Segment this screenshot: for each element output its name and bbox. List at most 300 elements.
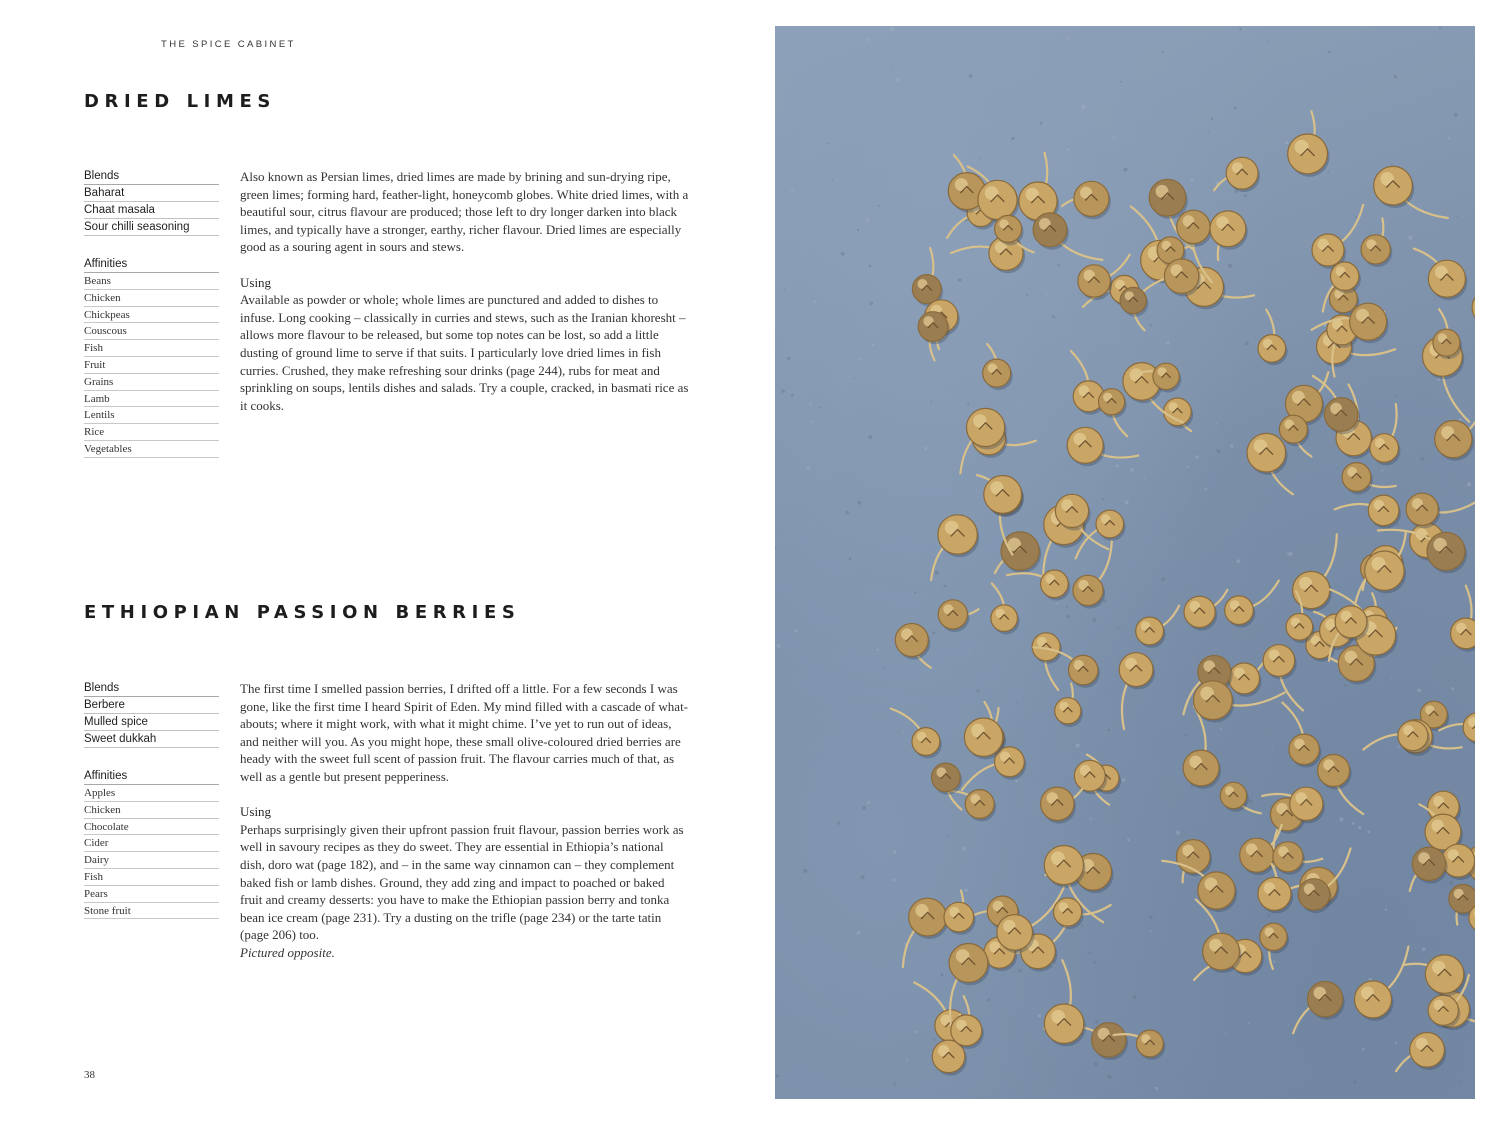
slate-speckle	[1460, 31, 1462, 33]
berry-highlight	[1051, 1010, 1065, 1024]
berry-highlight	[1416, 1038, 1428, 1050]
berry	[1074, 760, 1105, 791]
berry-highlight	[1375, 438, 1385, 448]
slate-speckle	[1328, 172, 1330, 174]
slate-speckle	[858, 358, 861, 361]
slate-speckle	[1391, 164, 1393, 166]
slate-speckle	[790, 190, 793, 193]
berry	[895, 624, 928, 657]
berry-highlight	[1295, 140, 1309, 154]
slate-speckle	[1344, 684, 1347, 687]
berry	[1229, 663, 1260, 694]
berry-highlight	[956, 1020, 967, 1031]
slate-speckle	[1328, 51, 1331, 54]
slate-speckle	[1385, 908, 1387, 910]
berry	[1099, 389, 1125, 415]
slate-speckle	[861, 875, 865, 879]
slate-speckle	[857, 229, 859, 231]
slate-speckle	[1204, 488, 1207, 491]
slate-speckle	[1127, 838, 1130, 841]
slate-speckle	[890, 27, 894, 31]
slate-speckle	[870, 302, 873, 305]
berry	[978, 180, 1017, 219]
slate-speckle	[1040, 122, 1043, 125]
berry-highlight	[1263, 339, 1273, 349]
slate-speckle	[1132, 995, 1136, 999]
slate-speckle	[962, 847, 966, 851]
berry	[1033, 213, 1067, 247]
slate-speckle	[1230, 444, 1234, 448]
berry-highlight	[1125, 291, 1134, 300]
berry-highlight	[989, 942, 1000, 953]
slate-speckle	[1451, 687, 1454, 690]
berry-highlight	[1080, 765, 1091, 776]
slate-speckle	[1155, 1087, 1158, 1090]
slate-speckle	[1057, 264, 1059, 266]
berry-highlight	[1438, 333, 1447, 342]
using-paragraph: Available as powder or whole; whole limes are punctured and added to dishes to infuse. Long cooking – classically in curries and stews, such as the Iranian khoresht – allows more flavour to be released, but some top notes can be lost, so add a little dusting of ground lime to serve if that suits. I particularly love dried limes in fish curries. Crushed, they make refreshing sour drinks (page 244), rubs for meat and sprinkling on soups, lentils dishes and salads. Try a couple, cracked, in basmati rice as it cooks.	[240, 292, 689, 413]
slate-speckle	[1107, 1075, 1111, 1079]
slate-speckle	[1287, 553, 1289, 555]
slate-speckle	[1090, 818, 1092, 820]
slate-speckle	[1272, 748, 1273, 749]
slate-speckle	[1245, 342, 1249, 346]
slate-speckle	[1211, 118, 1213, 120]
affinity-item: Rice	[84, 424, 219, 441]
berry-highlight	[1372, 557, 1386, 571]
slate-speckle	[1381, 469, 1383, 471]
blend-item: Mulled spice	[84, 714, 219, 731]
slate-speckle	[943, 585, 946, 588]
slate-speckle	[1149, 916, 1153, 920]
berry	[932, 763, 961, 792]
affinity-item: Fish	[84, 869, 219, 886]
slate-speckle	[819, 407, 821, 409]
berry-highlight	[1278, 846, 1289, 857]
berry-highlight	[1000, 751, 1010, 761]
slate-speckle	[1394, 75, 1397, 78]
berry-highlight	[1204, 660, 1216, 672]
berry	[1074, 181, 1109, 216]
berry-highlight	[1374, 500, 1385, 511]
slate-speckle	[969, 74, 973, 78]
slate-speckle	[1409, 885, 1410, 886]
berry	[1225, 596, 1254, 625]
slate-speckle	[1046, 293, 1048, 295]
berry	[1370, 434, 1399, 463]
slate-speckle	[1176, 831, 1180, 835]
berry-highlight	[1130, 368, 1143, 381]
berry-highlight	[1162, 241, 1171, 250]
berry-highlight	[1432, 961, 1445, 974]
berry-highlight	[1265, 927, 1275, 937]
slate-speckle	[893, 851, 897, 855]
slate-speckle	[1236, 559, 1240, 563]
slate-speckle	[1447, 137, 1450, 140]
slate-speckle	[1052, 315, 1055, 318]
berry-highlight	[1448, 849, 1459, 860]
berry	[1335, 606, 1367, 638]
slate-speckle	[878, 205, 880, 207]
berry	[1412, 847, 1445, 880]
slate-speckle	[777, 644, 781, 648]
berry	[1260, 923, 1287, 950]
slate-speckle	[1339, 817, 1343, 821]
berry-highlight	[918, 279, 928, 289]
berry	[1286, 614, 1313, 641]
slate-speckle	[846, 511, 850, 515]
slate-speckle	[1092, 618, 1096, 622]
slate-speckle	[883, 667, 885, 669]
berry-highlight	[1045, 574, 1055, 584]
berry	[1119, 653, 1153, 687]
sidebar-dried-limes	[84, 168, 219, 458]
slate-speckle	[947, 835, 949, 837]
slate-speckle	[1053, 330, 1054, 331]
berry	[1096, 510, 1124, 538]
slate-speckle	[1408, 236, 1412, 240]
slate-speckle	[914, 1030, 917, 1033]
slate-speckle	[1282, 369, 1283, 370]
slate-speckle	[857, 501, 861, 505]
slate-speckle	[903, 731, 905, 733]
berry	[944, 902, 974, 932]
slate-speckle	[1085, 615, 1086, 616]
slate-speckle	[831, 180, 833, 182]
berry-highlight	[1216, 216, 1229, 229]
blend-item: Sour chilli seasoning	[84, 219, 219, 236]
affinity-item: Beans	[84, 273, 219, 290]
slate-speckle	[1085, 569, 1086, 570]
berry-highlight	[1209, 939, 1222, 952]
berry-highlight	[917, 732, 927, 742]
slate-speckle	[892, 65, 893, 66]
slate-speckle	[824, 263, 826, 265]
berry	[1183, 750, 1219, 786]
berry	[1177, 210, 1210, 243]
berry-highlight	[999, 219, 1008, 228]
affinity-item: Cider	[84, 835, 219, 852]
slate-speckle	[810, 421, 813, 424]
slate-speckle	[867, 801, 870, 804]
berry	[1092, 1023, 1126, 1057]
berry-highlight	[923, 316, 933, 326]
slate-speckle	[1076, 743, 1080, 747]
affinity-item: Vegetables	[84, 441, 219, 458]
berry	[1288, 134, 1328, 174]
slate-speckle	[803, 869, 807, 873]
berry-highlight	[1189, 601, 1200, 612]
slate-speckle	[853, 377, 855, 379]
affinity-item: Chickpeas	[84, 307, 219, 324]
berry-highlight	[1456, 623, 1467, 634]
entry-title-dried-limes: DRIED LIMES	[84, 91, 276, 112]
slate-speckle	[868, 435, 872, 439]
slate-speckle	[1397, 746, 1399, 748]
berry	[949, 944, 988, 983]
berry-highlight	[1168, 402, 1178, 412]
slate-speckle	[987, 998, 990, 1001]
slate-speckle	[964, 888, 968, 892]
berry-highlight	[1336, 266, 1346, 276]
slate-speckle	[857, 931, 861, 935]
berry-highlight	[955, 178, 968, 191]
berry	[1406, 493, 1438, 525]
berry-highlight	[993, 901, 1004, 912]
berry-highlight	[1059, 702, 1068, 711]
slate-speckle	[1056, 602, 1058, 604]
affinities-list	[84, 785, 219, 919]
berry-highlight	[1059, 902, 1069, 912]
slate-speckle	[968, 653, 970, 655]
berry-highlight	[1284, 419, 1294, 429]
berry-highlight	[1101, 514, 1111, 524]
running-head: THE SPICE CABINET	[161, 39, 296, 50]
berry-highlight	[943, 604, 953, 614]
berry	[1240, 838, 1274, 872]
slate-speckle	[1067, 148, 1070, 151]
slate-speckle	[1417, 689, 1421, 693]
berry	[967, 408, 1005, 446]
slate-speckle	[784, 289, 786, 291]
slate-speckle	[1233, 34, 1234, 35]
berry-highlight	[1246, 843, 1258, 855]
slate-speckle	[896, 78, 900, 82]
berry-highlight	[1347, 467, 1357, 477]
berry-highlight	[1292, 391, 1305, 404]
slate-speckle	[807, 467, 810, 470]
slate-speckle	[1184, 734, 1187, 737]
berry	[1289, 734, 1319, 764]
slate-speckle	[1161, 577, 1165, 581]
slate-speckle	[1353, 1081, 1357, 1085]
slate-speckle	[1006, 55, 1007, 56]
slate-speckle	[1244, 194, 1247, 197]
slate-speckle	[1458, 1081, 1460, 1083]
berry-highlight	[915, 904, 928, 917]
berry	[1137, 1030, 1164, 1057]
berry-highlight	[1291, 618, 1300, 627]
sidebar-passion-berries	[84, 680, 219, 919]
berry	[1149, 179, 1186, 216]
blend-item: Sweet dukkah	[84, 731, 219, 748]
berry	[984, 476, 1022, 514]
berry	[1120, 287, 1146, 313]
berry	[1425, 955, 1463, 993]
slate-speckle	[1123, 168, 1127, 172]
berry	[1279, 415, 1307, 443]
berry	[1273, 842, 1303, 872]
blend-item: Chaat masala	[84, 202, 219, 219]
berry-highlight	[956, 949, 970, 963]
affinity-item: Chicken	[84, 290, 219, 307]
berry-highlight	[1232, 162, 1243, 173]
berry-highlight	[1026, 188, 1039, 201]
berry-highlight	[988, 363, 998, 373]
slate-speckle	[1449, 881, 1453, 885]
berry-highlight	[938, 1045, 949, 1056]
slate-speckle	[869, 265, 872, 268]
blends-list	[84, 697, 219, 748]
slate-speckle	[1116, 465, 1119, 468]
slate-speckle	[935, 570, 939, 574]
slate-speckle	[1391, 677, 1393, 679]
slate-speckle	[1016, 702, 1017, 703]
berry-highlight	[901, 628, 913, 640]
slate-speckle	[1215, 423, 1217, 425]
slate-speckle	[1075, 97, 1077, 99]
berry	[1290, 787, 1323, 820]
berry-highlight	[973, 414, 986, 427]
blends-heading: Blends	[84, 680, 219, 697]
slate-speckle	[1187, 466, 1189, 468]
slate-speckle	[1125, 500, 1129, 504]
berry-highlight	[1304, 884, 1315, 895]
berry-highlight	[1189, 756, 1202, 769]
affinity-item: Couscous	[84, 323, 219, 340]
slate-speckle	[1336, 468, 1337, 469]
affinities-heading: Affinities	[84, 768, 219, 785]
slate-speckle	[1102, 498, 1104, 500]
berry	[1054, 898, 1082, 926]
berry	[1410, 1033, 1445, 1068]
intro-paragraph: The first time I smelled passion berries, I drifted off a little. For a few seconds I was gone, like the first time I heard Spirit of Eden. My mind filled with a cascade of what-abouts; where it might work, with what it might chime. I’ve yet to run out of ideas, and neither will you. As you might hope, these small olive-coloured dried berries are heady with the sweet full scent of passion fruit. The flavour carries much of that, as well as a gentle but present pepperiness.	[240, 681, 689, 784]
slate-speckle	[1225, 1033, 1226, 1034]
berry-highlight	[1356, 309, 1369, 322]
berry	[1041, 570, 1069, 598]
slate-speckle	[1276, 711, 1278, 713]
slate-speckle	[1288, 1025, 1289, 1026]
berry	[1044, 846, 1083, 885]
berry-highlight	[1084, 270, 1095, 281]
berry	[1293, 571, 1330, 608]
slate-speckle	[1162, 51, 1164, 53]
berry-highlight	[996, 609, 1005, 618]
berry	[1078, 265, 1110, 297]
berry	[1198, 872, 1235, 909]
slate-speckle	[1113, 136, 1116, 139]
slate-speckle	[1195, 455, 1199, 459]
slate-speckle	[1095, 1020, 1098, 1023]
berry	[1368, 495, 1399, 526]
entry-title-passion-berries: ETHIOPIAN PASSION BERRIES	[84, 602, 521, 623]
berry-highlight	[1434, 1000, 1445, 1011]
slate-speckle	[1420, 457, 1424, 461]
berry-highlight	[1323, 759, 1334, 770]
berry-highlight	[1435, 266, 1448, 279]
photo-caption: Pictured opposite.	[240, 944, 335, 960]
berry	[1355, 981, 1392, 1018]
slate-speckle	[1201, 438, 1202, 439]
berry	[997, 915, 1033, 951]
slate-speckle	[788, 390, 790, 392]
berry	[1308, 982, 1343, 1017]
berry-highlight	[1454, 889, 1464, 899]
berry	[1433, 329, 1460, 356]
blend-item: Baharat	[84, 185, 219, 202]
berry-highlight	[1039, 218, 1051, 230]
berry	[1001, 532, 1039, 570]
berry-highlight	[1431, 820, 1444, 833]
slate-speckle	[1422, 947, 1426, 951]
berry-highlight	[1433, 796, 1444, 807]
berry	[1263, 645, 1295, 677]
slate-speckle	[1166, 341, 1170, 345]
slate-speckle	[1067, 615, 1070, 618]
berry	[1055, 698, 1081, 724]
slate-speckle	[1411, 833, 1413, 835]
berry	[1472, 290, 1475, 325]
slate-speckle	[1355, 216, 1357, 218]
slate-speckle	[1273, 961, 1275, 963]
berry	[1164, 259, 1198, 293]
slate-speckle	[1287, 197, 1289, 199]
berry	[1210, 211, 1246, 247]
slate-speckle	[1107, 729, 1110, 732]
berry	[1428, 260, 1465, 297]
berry-highlight	[1200, 687, 1214, 701]
slate-speckle	[1081, 105, 1085, 109]
intro-paragraph: Also known as Persian limes, dried limes are made by brining and sun-drying ripe, green limes; forming hard, feather-light, honeycomb globes. White dried limes, with a beautiful sour, citrus flavour are produced; those left to dry longer darken into black limes, and typically have a stronger, earthy, richer flavour. Dried limes are especially good as a souring agent in sours and stews.	[240, 169, 689, 255]
page-number: 38	[84, 1069, 95, 1081]
slate-speckle	[1358, 826, 1361, 829]
berry-highlight	[971, 724, 984, 737]
berry-highlight	[1441, 426, 1454, 439]
berry	[1203, 933, 1240, 970]
affinity-item: Lamb	[84, 391, 219, 408]
slate-speckle	[930, 401, 932, 403]
slate-speckle	[1021, 401, 1022, 402]
slate-speckle	[1461, 521, 1462, 522]
berry-highlight	[1294, 739, 1305, 750]
slate-speckle	[1446, 577, 1447, 578]
slate-speckle	[958, 278, 962, 282]
blend-item: Berbere	[84, 697, 219, 714]
slate-speckle	[810, 402, 812, 404]
slate-speckle	[1362, 1048, 1364, 1050]
berry-highlight	[1264, 882, 1276, 894]
slate-speckle	[1288, 552, 1292, 556]
berry-highlight	[936, 767, 946, 777]
slate-speckle	[866, 218, 870, 222]
using-paragraph: Perhaps surprisingly given their upfront passion fruit flavour, passion berries work as well in savoury recipes as they do sweet. They are essential in Ethiopia’s national dish, doro wat (page 182), and – in the same way cinnamon can – they complement baked fish or lamb dishes. Ground, they add zing and impact to poached or baked fruit and creamy desserts: you have to make the Ethiopian passion berry and tonka bean ice cream (page 231). Try a dusting on the trifle (page 234) or the tarte tatin (page 206) too.	[240, 821, 684, 943]
slate-speckle	[1220, 728, 1222, 730]
berry-highlight	[1380, 172, 1394, 186]
berry-highlight	[1051, 851, 1065, 865]
berry-highlight	[970, 794, 980, 804]
berry-highlight	[1254, 439, 1268, 453]
berry-highlight	[1366, 239, 1376, 249]
slate-speckle	[794, 629, 797, 632]
berry-highlight	[1103, 393, 1112, 402]
slate-speckle	[1285, 141, 1289, 145]
affinity-item: Dairy	[84, 852, 219, 869]
berry-highlight	[1412, 498, 1423, 509]
slate-speckle	[1120, 81, 1122, 83]
slate-speckle	[1456, 216, 1458, 218]
slate-speckle	[872, 343, 875, 346]
berry-pile-illustration	[775, 26, 1475, 1099]
using-heading: Using	[240, 804, 272, 820]
slate-speckle	[914, 591, 916, 593]
affinity-item: Grains	[84, 374, 219, 391]
berry-highlight	[1299, 577, 1312, 590]
slate-speckle	[1139, 265, 1141, 267]
berry-highlight	[1125, 658, 1137, 670]
blends-list	[84, 185, 219, 236]
slate-speckle	[1439, 27, 1441, 29]
slate-speckle	[1234, 107, 1237, 110]
